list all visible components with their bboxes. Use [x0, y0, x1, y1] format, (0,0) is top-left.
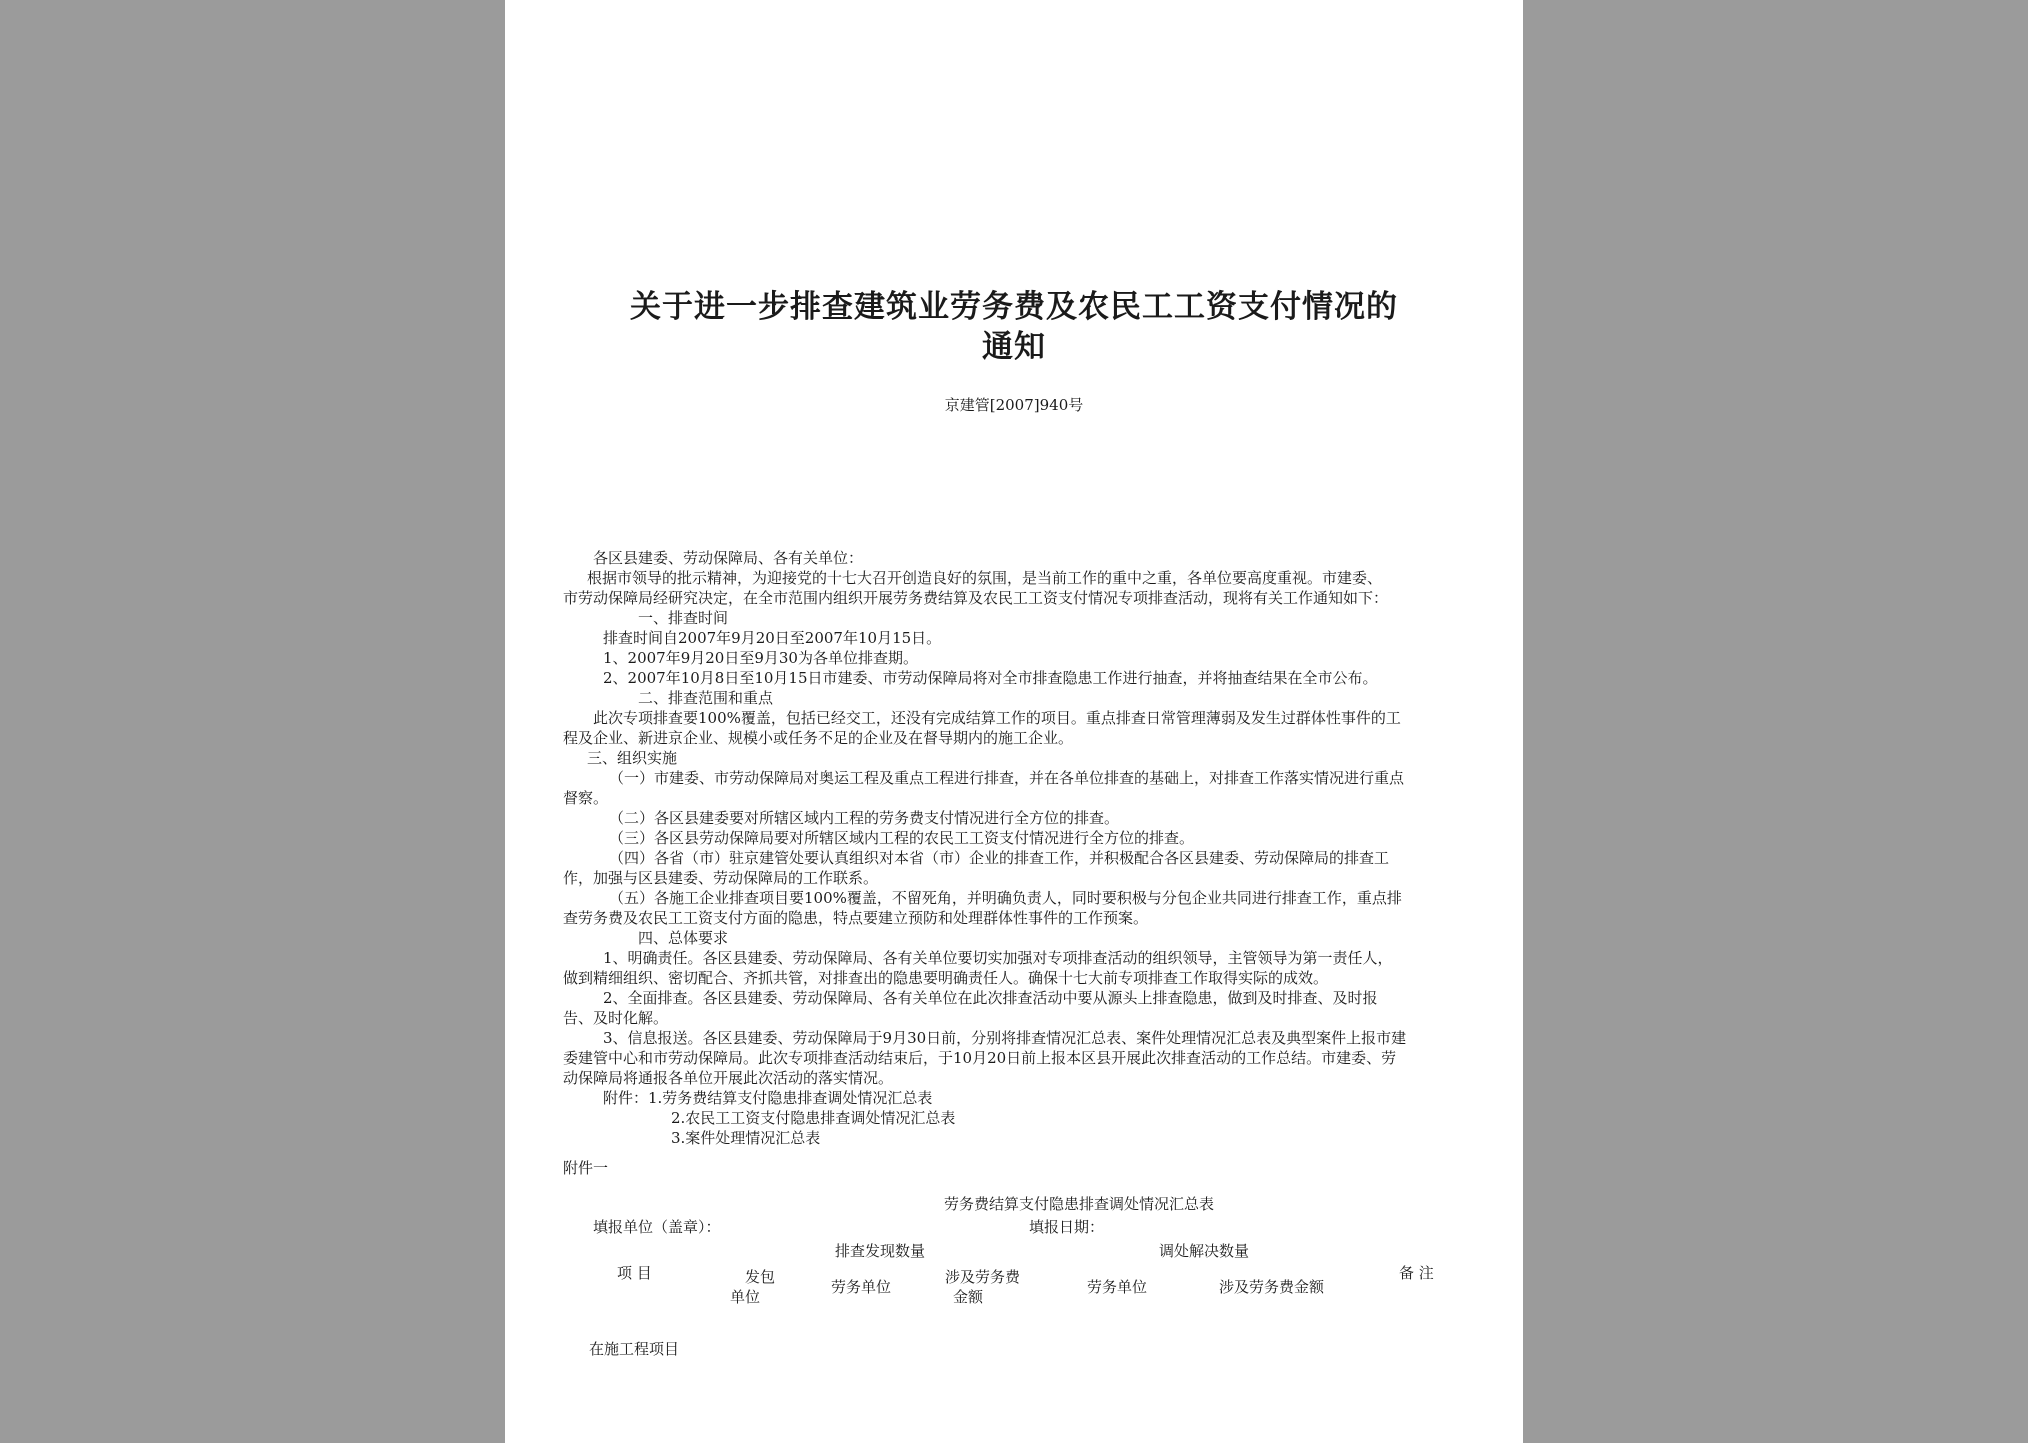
attachment-list-item: 2.农民工工资支付隐患排查调处情况汇总表 [671, 1109, 956, 1127]
body-line: （三）各区县劳动保障局要对所辖区域内工程的农民工工资支付情况进行全方位的排查。 [609, 829, 1195, 847]
section-heading: 一、排查时间 [638, 609, 729, 627]
table-column-header: 备 注 [1399, 1264, 1434, 1282]
section-heading: 四、总体要求 [638, 929, 729, 947]
table-column-header: 涉及劳务费 [945, 1268, 1021, 1286]
document-number: 京建管[2007]940号 [944, 396, 1084, 414]
document-title [505, 287, 1523, 367]
body-line: （二）各区县建委要对所辖区域内工程的劳务费支付情况进行全方位的排查。 [609, 809, 1120, 827]
table-column-header: 单位 [730, 1288, 761, 1306]
body-line: （一）市建委、市劳动保障局对奥运工程及重点工程进行排查，并在各单位排查的基础上，对排查工作落实情况进行重点 [609, 769, 1405, 787]
attachment-table-title: 劳务费结算支付隐患排查调处情况汇总表 [943, 1195, 1214, 1213]
attachment-list-item: 3.案件处理情况汇总表 [671, 1129, 821, 1147]
body-line: 各区县建委、劳动保障局、各有关单位： [593, 549, 864, 567]
body-line: 做到精细组织、密切配合、齐抓共管，对排查出的隐患要明确责任人。确保十七大前专项排查工作取得实际的成效。 [563, 969, 1329, 987]
body-line: 排查时间自2007年9月20日至2007年10月15日。 [603, 629, 942, 647]
body-line: 此次专项排查要100%覆盖，包括已经交工，还没有完成结算工作的项目。重点排查日常管理薄弱及发生过群体性事件的工 [593, 709, 1401, 727]
body-line: 1、2007年9月20日至9月30为各单位排查期。 [603, 649, 918, 667]
section-heading: 三、组织实施 [587, 749, 678, 767]
table-column-header: 项 目 [617, 1264, 652, 1282]
body-line: （四）各省（市）驻京建管处要认真组织对本省（市）企业的排查工作，并积极配合各区县建委、劳动保障局的排查工 [609, 849, 1390, 867]
title-line-1: 关于进一步排查建筑业劳务费及农民工工资支付情况的 [630, 289, 1398, 325]
body-line: 2、全面排查。各区县建委、劳动保障局、各有关单位在此次排查活动中要从源头上排查隐患，做到及时排查、及时报 [603, 989, 1378, 1007]
body-line: 作，加强与区县建委、劳动保障局的工作联系。 [563, 869, 879, 887]
table-row-label: 在施工程项目 [589, 1340, 680, 1358]
attachment-heading: 附件一 [563, 1159, 609, 1177]
attachment-list-item: 附件：1.劳务费结算支付隐患排查调处情况汇总表 [603, 1089, 933, 1107]
table-column-header: 劳务单位 [831, 1278, 892, 1296]
body-line: 1、明确责任。各区县建委、劳动保障局、各有关单位要切实加强对专项排查活动的组织领导，主管领导为第一责任人， [603, 949, 1393, 967]
table-column-header: 金额 [953, 1288, 984, 1306]
title-line-2: 通知 [982, 329, 1046, 365]
table-column-header: 涉及劳务费金额 [1219, 1278, 1325, 1296]
document-page [505, 0, 1523, 1443]
body-line: 告、及时化解。 [563, 1009, 669, 1027]
body-line: 督察。 [563, 789, 609, 807]
body-line: （五）各施工企业排查项目要100%覆盖，不留死角，并明确负责人，同时要积极与分包企业共同进行排查工作，重点排 [609, 889, 1402, 907]
table-column-header: 发包 [745, 1268, 776, 1286]
body-line: 委建管中心和市劳动保障局。此次专项排查活动结束后，于10月20日前上报本区县开展此次排查活动的工作总结。市建委、劳 [563, 1049, 1397, 1067]
body-line: 查劳务费及农民工工资支付方面的隐患，特点要建立预防和处理群体性事件的工作预案。 [563, 909, 1149, 927]
table-column-header: 劳务单位 [1087, 1278, 1148, 1296]
table-group-header: 排查发现数量 [835, 1242, 926, 1260]
body-line: 根据市领导的批示精神，为迎接党的十七大召开创造良好的氛围，是当前工作的重中之重，各单位要高度重视。市建委、 [587, 569, 1383, 587]
table-group-header: 调处解决数量 [1159, 1242, 1250, 1260]
fill-unit-label: 填报单位（盖章）： [593, 1218, 721, 1236]
body-line: 3、信息报送。各区县建委、劳动保障局于9月30日前，分别将排查情况汇总表、案件处理情况汇总表及典型案件上报市建 [603, 1029, 1407, 1047]
body-line: 市劳动保障局经研究决定，在全市范围内组织开展劳务费结算及农民工工资支付情况专项排查活动，现将有关工作通知如下： [563, 589, 1389, 607]
body-line: 2、2007年10月8日至10月15日市建委、市劳动保障局将对全市排查隐患工作进行抽查，并将抽查结果在全市公布。 [603, 669, 1378, 687]
section-heading: 二、排查范围和重点 [638, 689, 774, 707]
fill-date-label: 填报日期： [1029, 1218, 1105, 1236]
body-line: 程及企业、新进京企业、规模小或任务不足的企业及在督导期内的施工企业。 [563, 729, 1074, 747]
body-line: 动保障局将通报各单位开展此次活动的落实情况。 [563, 1069, 894, 1087]
